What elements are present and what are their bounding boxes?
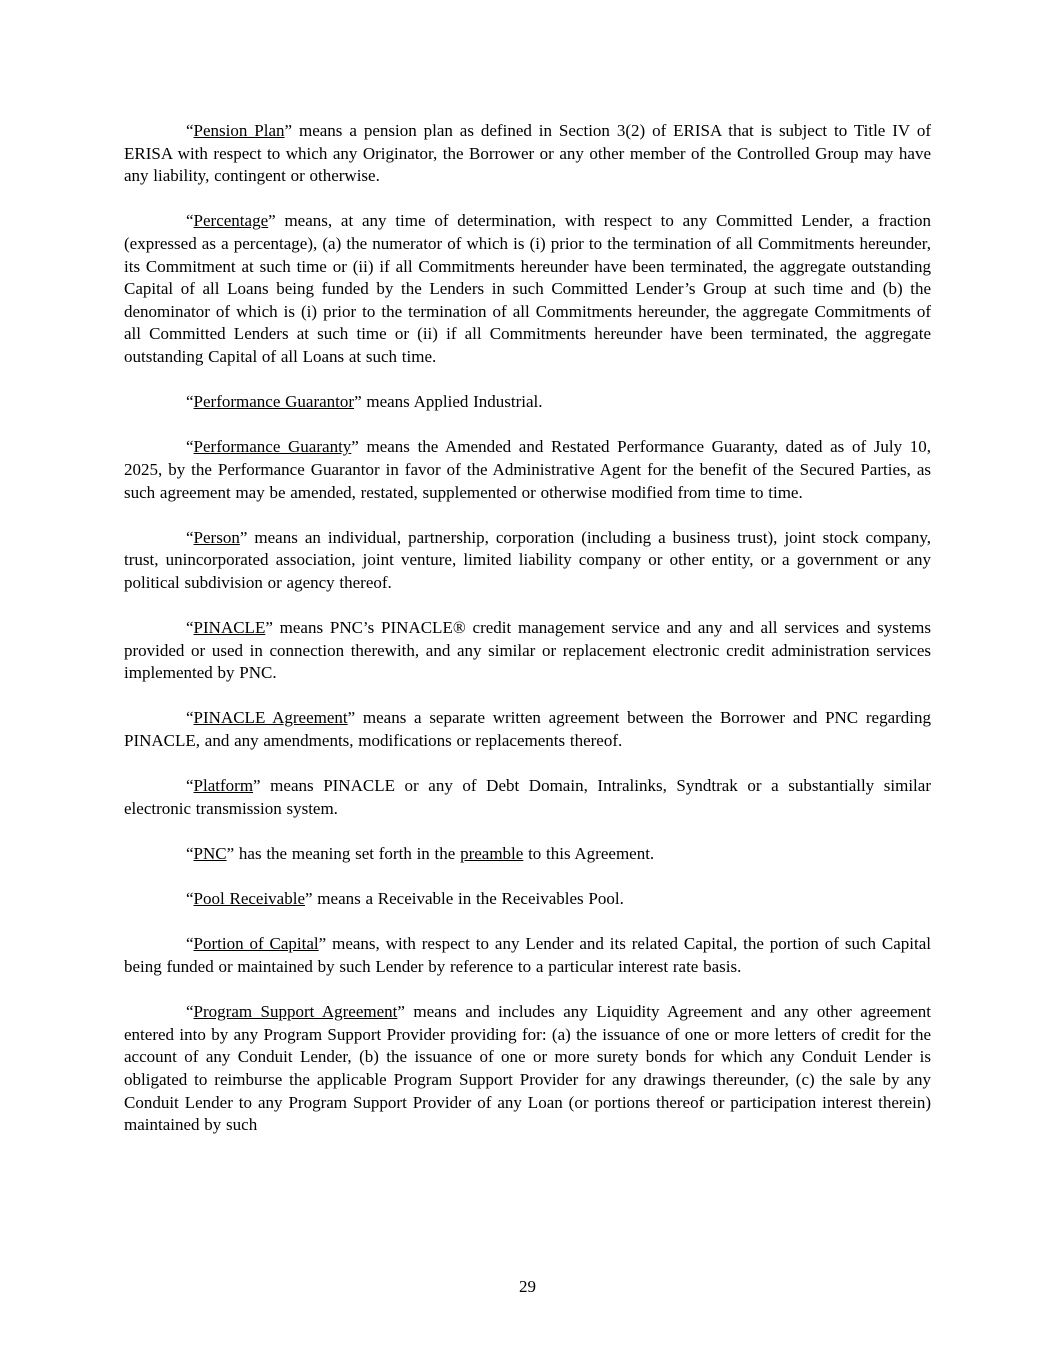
paragraph-text: ” means and includes any Liquidity Agreement and any other agreement entered into by any Program Support Provider providing for: (a) the issuance of one or more letters of credit for the account of any Conduit Lender, (b) the issuance of one or more surety bonds for which any Conduit Lender is obligated to reimburse the applicable Program Support Provider for any drawings thereunder, (c) the sale by any Conduit Lender to any Program Support Provider of any Loan (or portions thereof or participation interest therein) maintained by such (124, 1002, 932, 1135)
paragraph-text: “ (186, 618, 194, 638)
defined-term: Platform (193, 776, 254, 796)
defined-term: Portion of Capital (193, 934, 319, 954)
paragraph-text: ” means a separate written agreement between the Borrower and PNC regarding PINACLE, and any amendments, modifications or replacements thereof. (124, 708, 932, 751)
defined-term: Person (193, 527, 240, 547)
paragraph-text: ” means a pension plan as defined in Section 3(2) of ERISA that is subject to Title IV of ERISA with respect to which any Originator, the Borrower or any other member of the Controlled Group may have any liability, contingent or otherwise. (124, 121, 931, 186)
paragraph-person (124, 527, 931, 595)
paragraph-text: “ (186, 776, 194, 796)
paragraph-text: “ (186, 527, 194, 547)
paragraph-portion-of-capital (124, 933, 931, 978)
paragraph-percentage (124, 210, 931, 368)
paragraph-text: “ (186, 934, 194, 954)
paragraph-text: ” means a Receivable in the Receivables Pool. (305, 889, 624, 909)
defined-term: preamble (460, 844, 524, 863)
paragraph-pinacle-agreement (124, 707, 931, 752)
paragraph-text: “ (186, 844, 194, 863)
paragraph-text: “ (186, 889, 194, 909)
paragraph-text: ” means, at any time of determination, with respect to any Committed Lender, a fraction (expressed as a percentage), (a) the numerator of which is (i) prior to the termination of all Commitments hereunder, its Commitment at such time or (ii) if all Commitments hereunder have been terminated, the aggregate outstanding Capital of all Loans being funded by the Lenders in such Committed Lender’s Group at such time and (b) the denominator of which is (i) prior to the termination of all Commitments hereunder, the aggregate Commitments of all Committed Lenders at such time or (ii) if all Commitments hereunder have been terminated, the aggregate outstanding Capital of all Loans at such time. (124, 211, 931, 366)
page-number: 29 (519, 1277, 536, 1296)
paragraph-text: “ (186, 708, 194, 728)
defined-term: PINACLE (193, 618, 266, 638)
paragraph-program-support-agreement (124, 1001, 931, 1137)
paragraph-text: “ (186, 392, 194, 412)
paragraph-text: ” has the meaning set forth in the (226, 844, 461, 863)
defined-term: Performance Guarantor (193, 392, 355, 412)
paragraph-pension-plan (124, 120, 931, 188)
paragraph-pool-receivable (124, 888, 931, 911)
paragraph-text: “ (186, 211, 194, 231)
defined-term: PNC (193, 844, 227, 863)
defined-term: Percentage (193, 211, 269, 231)
defined-term: Pool Receivable (193, 889, 305, 909)
defined-term: Performance Guaranty (193, 437, 352, 457)
paragraph-text: ” means PNC’s PINACLE® credit management service and any and all services and systems provided or used in connection therewith, and any similar or replacement electronic credit administration services implemented by PNC. (124, 618, 931, 683)
document-body (124, 120, 931, 1137)
defined-term: Pension Plan (193, 121, 285, 140)
paragraph-platform (124, 775, 931, 820)
paragraph-text: ” means an individual, partnership, corporation (including a business trust), joint stock company, trust, unincorporated association, joint venture, limited liability company or other entity, or a government or any political subdivision or agency thereof. (124, 527, 931, 592)
defined-term: PINACLE Agreement (193, 708, 348, 728)
paragraph-pnc (124, 843, 931, 866)
paragraph-text: ” means PINACLE or any of Debt Domain, Intralinks, Syndtrak or a substantially similar electronic transmission system. (124, 776, 931, 818)
paragraph-text: ” means, with respect to any Lender and its related Capital, the portion of such Capital being funded or maintained by such Lender by reference to a particular interest rate basis. (124, 934, 931, 976)
paragraph-text: ” means Applied Industrial. (354, 392, 543, 412)
paragraph-text: “ (186, 121, 194, 140)
paragraph-performance-guarantor (124, 391, 931, 414)
paragraph-performance-guaranty (124, 436, 931, 504)
paragraph-text: to this Agreement. (523, 844, 655, 863)
paragraph-text: “ (186, 437, 194, 457)
defined-term: Program Support Agreement (193, 1002, 398, 1022)
paragraph-text: “ (186, 1002, 194, 1022)
paragraph-pinacle (124, 617, 931, 685)
paragraph-text: ” means the Amended and Restated Performance Guaranty, dated as of July 10, 2025, by the Performance Guarantor in favor of the Administrative Agent for the benefit of the Secured Parties, as such agreement may be amended, restated, supplemented or otherwise modified from time to time. (124, 437, 931, 502)
